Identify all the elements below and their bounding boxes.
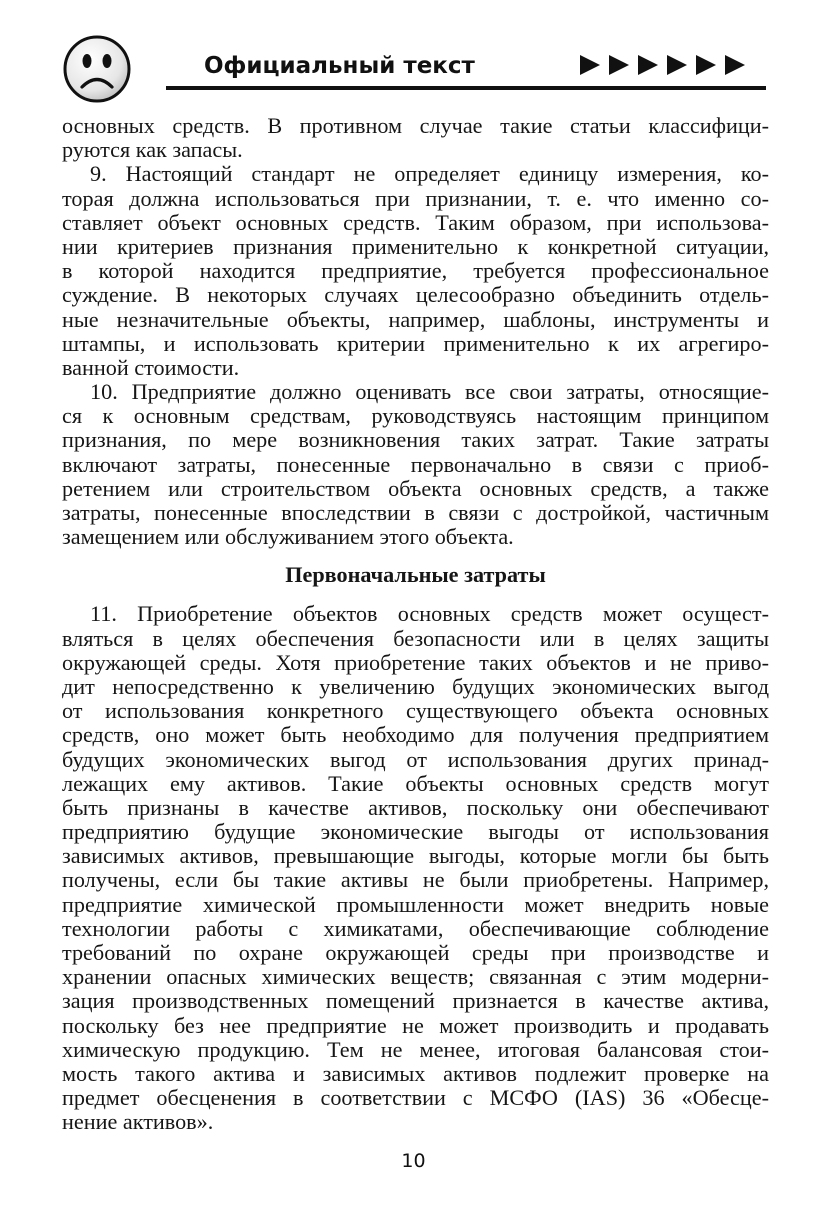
text-line: признания, по мере возникновения таких затрат. Такие затраты: [62, 427, 769, 453]
text-line: технологии работы с химикатами, обеспечивающие соблюдение: [62, 915, 769, 941]
text-line: лежащих ему активов. Такие объекты основных средств могут: [62, 770, 769, 796]
text-line: основных средств. В противном случае такие статьи классифици-: [62, 113, 769, 138]
text-line: нение активов».: [62, 1109, 214, 1135]
header-rule: [166, 86, 766, 90]
page-number: 10: [401, 1150, 426, 1172]
text-line: ванной стоимости.: [62, 354, 240, 380]
text-line: ставляет объект основных средств. Таким образом, при использова-: [62, 209, 769, 235]
sad-face-icon: [62, 34, 132, 104]
text-line: вляться в целях обеспечения безопасности или в целях защиты: [62, 625, 769, 651]
text-line: предприятию будущие экономические выгоды от использования: [62, 819, 769, 845]
text-line: быть признаны в качестве активов, поскольку они обеспечивают: [62, 794, 769, 820]
text-line: предприятие химической промышленности может внедрить новые: [62, 891, 769, 917]
header-title: Официальный текст: [204, 53, 475, 79]
text-line: торая должна использоваться при признании, т. е. что именно со-: [62, 185, 769, 211]
text-line: штампы, и использовать критерии применительно к их агрегиро-: [62, 330, 769, 356]
text-line: окружающей среды. Хотя приобретение таких объектов и не приво-: [62, 649, 769, 675]
text-line: зация производственных помещений признается в качестве актива,: [62, 988, 769, 1014]
text-line: руются как запасы.: [62, 137, 243, 163]
text-line: ретением или строительством объекта основных средств, а также: [62, 475, 769, 501]
section-heading: Первоначальные затраты: [285, 562, 546, 588]
text-line: средств, оно может быть необходимо для получения предприятием: [62, 722, 769, 748]
triangle-arrows-icon: [580, 53, 746, 77]
text-line: ся к основным средствам, руководствуясь настоящим принципом: [62, 403, 769, 429]
text-line: получены, если бы такие активы не были приобретены. Например,: [62, 867, 769, 893]
text-line: 9. Настоящий стандарт не определяет единицу измерения, ко-: [90, 161, 769, 187]
text-line: требований по охране окружающей среды при производстве и: [62, 940, 769, 965]
text-line: суждение. В некоторых случаях целесообразно объединить отдель-: [62, 282, 769, 308]
text-line: в которой находится предприятие, требуется профессиональное: [62, 258, 769, 284]
text-line: затраты, понесенные впоследствии в связи с достройкой, частичным: [62, 500, 769, 525]
text-line: предмет обесценения в соответствии с МСФО (IAS) 36 «Обесце-: [62, 1085, 769, 1111]
text-line: нии критериев признания применительно к конкретной ситуации,: [62, 233, 769, 259]
text-line: ные незначительные объекты, например, шаблоны, инструменты и: [62, 306, 769, 332]
text-line: поскольку без нее предприятие не может производить и продавать: [62, 1012, 769, 1038]
text-line: мость такого актива и зависимых активов подлежит проверке на: [62, 1060, 769, 1086]
text-line: 11. Приобретение объектов основных средств может осущест-: [90, 601, 769, 627]
paragraph-11: [62, 602, 769, 1134]
text-line: будущих экономических выгод от использования других принад-: [62, 746, 769, 772]
text-line: зависимых активов, превышающие выгоды, которые могли бы быть: [62, 843, 769, 869]
text-line: хранении опасных химических веществ; связанная с этим модерни-: [62, 964, 769, 990]
text-line: включают затраты, понесенные первоначально в связи с приоб-: [62, 451, 769, 477]
document-body: [62, 114, 769, 1135]
paragraph-10: [62, 380, 769, 549]
text-line: дит непосредственно к увеличению будущих экономических выгод: [62, 673, 769, 699]
paragraph-9: [62, 162, 769, 380]
paragraph-continuation: [62, 114, 769, 162]
text-line: химическую продукцию. Тем не менее, итоговая балансовая стои-: [62, 1036, 769, 1062]
text-line: 10. Предприятие должно оценивать все свои затраты, относящие-: [90, 379, 769, 405]
text-line: от использования конкретного существующего объекта основных: [62, 698, 769, 724]
text-line: замещением или обслуживанием этого объекта.: [62, 524, 514, 550]
